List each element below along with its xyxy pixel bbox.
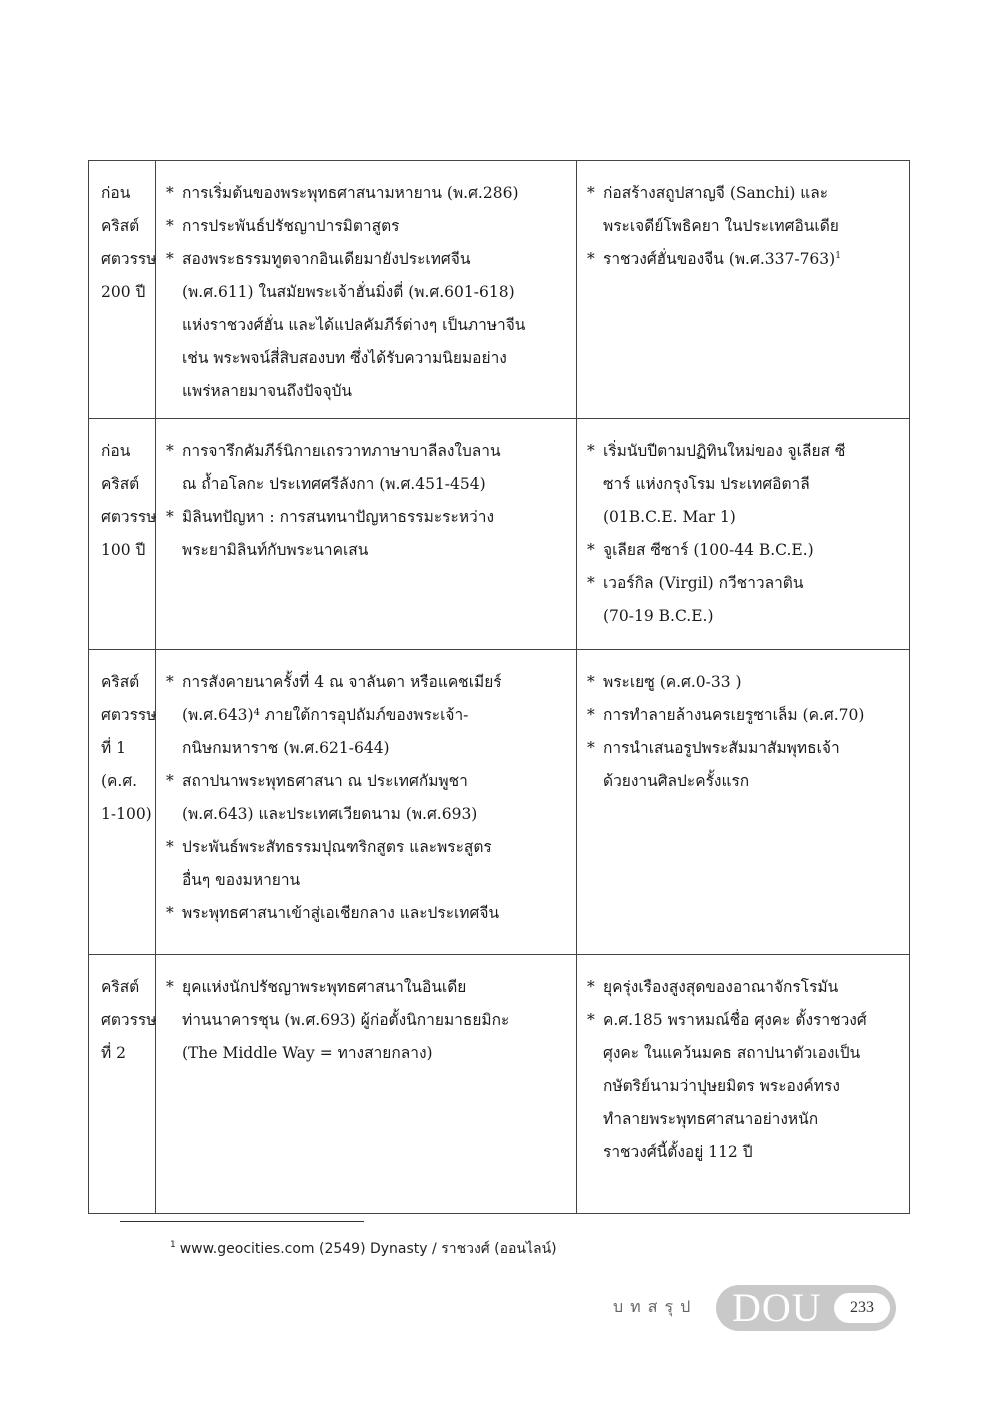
bullet-asterisk-icon: * [166, 184, 174, 202]
bullet-asterisk-icon: * [166, 508, 174, 526]
buddhism-event [166, 177, 566, 210]
period-line: ก่อน [101, 442, 131, 460]
world-event-text: พระเยซู (ค.ศ.0-33 ) [603, 673, 742, 691]
bullet-asterisk-icon: * [587, 250, 595, 268]
world-event [587, 243, 899, 276]
world-events-cell [577, 419, 910, 650]
period-cell [89, 650, 156, 955]
period-line: ศตวรรษ [101, 250, 157, 268]
world-event [587, 567, 899, 633]
bullet-asterisk-icon: * [166, 673, 174, 691]
bullet-asterisk-icon: * [587, 706, 595, 724]
period-line: 100 ปี [101, 541, 146, 559]
buddhism-events-cell [156, 161, 577, 419]
world-event-text: การนำเสนอรูปพระสัมมาสัมพุทธเจ้า ด้วยงานศิลปะครั้งแรก [603, 739, 840, 790]
buddhism-event [166, 210, 566, 243]
buddhism-event [166, 765, 566, 831]
world-event [587, 534, 899, 567]
world-event-list [587, 177, 899, 276]
buddhism-event-text: มิลินทปัญหา : การสนทนาปัญหาธรรมะระหว่าง พระยามิลินท์กับพระนาคเสน [182, 508, 495, 559]
world-event [587, 435, 899, 534]
dou-logo: DOU [732, 1285, 822, 1330]
bullet-asterisk-icon: * [166, 978, 174, 996]
period-line: คริสต์ [101, 673, 140, 691]
period-line: ศตวรรษ [101, 706, 157, 724]
bullet-asterisk-icon: * [587, 739, 595, 757]
period-line: ที่ 2 [101, 1044, 127, 1062]
world-event [587, 699, 899, 732]
world-event [587, 732, 899, 798]
buddhism-event [166, 897, 566, 930]
world-event [587, 1004, 899, 1169]
period-line: ที่ 1 [101, 739, 127, 757]
period-line: ก่อน [101, 184, 131, 202]
world-event [587, 971, 899, 1004]
period-cell [89, 161, 156, 419]
period-line: คริสต์ [101, 475, 140, 493]
timeline-table [88, 160, 910, 1214]
bullet-asterisk-icon: * [587, 978, 595, 996]
timeline-row [89, 419, 910, 650]
world-event-list [587, 435, 899, 633]
world-event-text: จูเลียส ซีซาร์ (100-44 B.C.E.) [603, 541, 814, 559]
world-event-text: ก่อสร้างสถูปสาญจี (Sanchi) และ พระเจดีย์โพธิคยา ในประเทศอินเดีย [603, 184, 839, 235]
section-label: บทสรุป [613, 1297, 698, 1316]
period-cell [89, 419, 156, 650]
world-event-text: เวอร์กิล (Virgil) กวีชาวลาติน (70-19 B.C.E.) [603, 574, 804, 625]
period-line: คริสต์ [101, 978, 140, 996]
buddhism-event-list [166, 666, 566, 930]
buddhism-events-cell [156, 955, 577, 1214]
world-events-cell [577, 650, 910, 955]
footnote-marker: 1 [170, 1240, 176, 1251]
bullet-asterisk-icon: * [166, 838, 174, 856]
buddhism-event [166, 243, 566, 408]
period-cell [89, 955, 156, 1214]
page-number: 233 [834, 1293, 890, 1323]
world-events-cell [577, 161, 910, 419]
buddhism-event [166, 666, 566, 765]
bullet-asterisk-icon: * [587, 184, 595, 202]
timeline-body [89, 161, 910, 1214]
buddhism-events-cell [156, 650, 577, 955]
footnote-divider [120, 1221, 364, 1222]
buddhism-event-list [166, 177, 566, 408]
bullet-asterisk-icon: * [166, 904, 174, 922]
bullet-asterisk-icon: * [587, 442, 595, 460]
world-event-text: ยุครุ่งเรืองสูงสุดของอาณาจักรโรมัน [603, 978, 839, 996]
world-event-text: ค.ศ.185 พราหมณ์ชื่อ ศุงคะ ตั้งราชวงศ์ ศุงคะ ในแคว้นมคธ สถาปนาตัวเองเป็น กษัตริย์นามว่าปุษยมิตร พระองค์ทรง ทำลายพระพุทธศาสนาอย่างหนัก ราชวงศ์นี้ตั้งอยู่ 112 ปี [603, 1011, 867, 1161]
footnote-text: www.geocities.com (2549) Dynasty / ราชวงศ์ (ออนไลน์) [179, 1241, 557, 1257]
buddhism-event [166, 831, 566, 897]
bullet-asterisk-icon: * [166, 772, 174, 790]
buddhism-event-list [166, 971, 566, 1070]
buddhism-event [166, 501, 566, 567]
buddhism-event-text: พระพุทธศาสนาเข้าสู่เอเชียกลาง และประเทศจีน [182, 904, 500, 922]
world-events-cell [577, 955, 910, 1214]
world-event-text: ราชวงศ์ฮั่นของจีน (พ.ศ.337-763) [603, 250, 836, 268]
world-event-list [587, 666, 899, 798]
period-line: 1-100) [101, 805, 152, 823]
buddhism-event-list [166, 435, 566, 567]
world-event-text: เริ่มนับปีตามปฏิทินใหม่ของ จูเลียส ซี ซาร์ แห่งกรุงโรม ประเทศอิตาลี (01B.C.E. Mar 1) [603, 442, 846, 526]
bullet-asterisk-icon: * [587, 673, 595, 691]
buddhism-event [166, 971, 566, 1070]
bullet-asterisk-icon: * [166, 250, 174, 268]
buddhism-event-text: การสังคายนาครั้งที่ 4 ณ จาลันดา หรือแคชเมียร์ (พ.ศ.643)⁴ ภายใต้การอุปถัมภ์ของพระเจ้า- กนิษกมหาราช (พ.ศ.621-644) [182, 673, 502, 757]
bullet-asterisk-icon: * [166, 442, 174, 460]
period-line: คริสต์ [101, 217, 140, 235]
buddhism-event-text: ประพันธ์พระสัทธรรมปุณฑริกสูตร และพระสูตร อื่นๆ ของมหายาน [182, 838, 492, 889]
buddhism-event-text: การประพันธ์ปรัชญาปารมิตาสูตร [182, 217, 400, 235]
world-event-text: การทำลายล้างนครเยรูซาเล็ม (ค.ศ.70) [603, 706, 865, 724]
buddhism-event [166, 435, 566, 501]
timeline-row [89, 955, 910, 1214]
buddhism-events-cell [156, 419, 577, 650]
bullet-asterisk-icon: * [587, 574, 595, 592]
world-event [587, 177, 899, 243]
buddhism-event-text: สองพระธรรมทูตจากอินเดียมายังประเทศจีน (พ.ศ.611) ในสมัยพระเจ้าฮั่นมิ่งตี่ (พ.ศ.601-618) แห่งราชวงศ์ฮั่น และได้แปลคัมภีร์ต่างๆ เป็นภาษาจีน เช่น พระพจน์สี่สิบสองบท ซึ่งได้รับความนิยมอย่าง แพร่หลายมาจนถึงปัจจุบัน [182, 250, 526, 400]
buddhism-event-text: การจารึกคัมภีร์นิกายเถรวาทภาษาบาลีลงใบลาน ณ ถ้ำอโลกะ ประเทศศรีลังกา (พ.ศ.451-454) [182, 442, 501, 493]
footnote [170, 1238, 557, 1260]
buddhism-event-text: ยุคแห่งนักปรัชญาพระพุทธศาสนาในอินเดีย ท่านนาคารชุน (พ.ศ.693) ผู้ก่อตั้งนิกายมาธยมิกะ (The Middle Way = ทางสายกลาง) [182, 978, 510, 1062]
timeline-row [89, 650, 910, 955]
period-line: 200 ปี [101, 283, 146, 301]
footnote-reference: 1 [835, 250, 841, 261]
timeline-row [89, 161, 910, 419]
dou-page-badge [716, 1285, 896, 1331]
bullet-asterisk-icon: * [587, 1011, 595, 1029]
bullet-asterisk-icon: * [587, 541, 595, 559]
bullet-asterisk-icon: * [166, 217, 174, 235]
period-line: ศตวรรษ [101, 1011, 157, 1029]
period-line: (ค.ศ. [101, 772, 138, 790]
world-event [587, 666, 899, 699]
buddhism-event-text: สถาปนาพระพุทธศาสนา ณ ประเทศกัมพูชา (พ.ศ.643) และประเทศเวียดนาม (พ.ศ.693) [182, 772, 478, 823]
world-event-list [587, 971, 899, 1169]
period-line: ศตวรรษ [101, 508, 157, 526]
buddhism-event-text: การเริ่มต้นของพระพุทธศาสนามหายาน (พ.ศ.286) [182, 184, 519, 202]
